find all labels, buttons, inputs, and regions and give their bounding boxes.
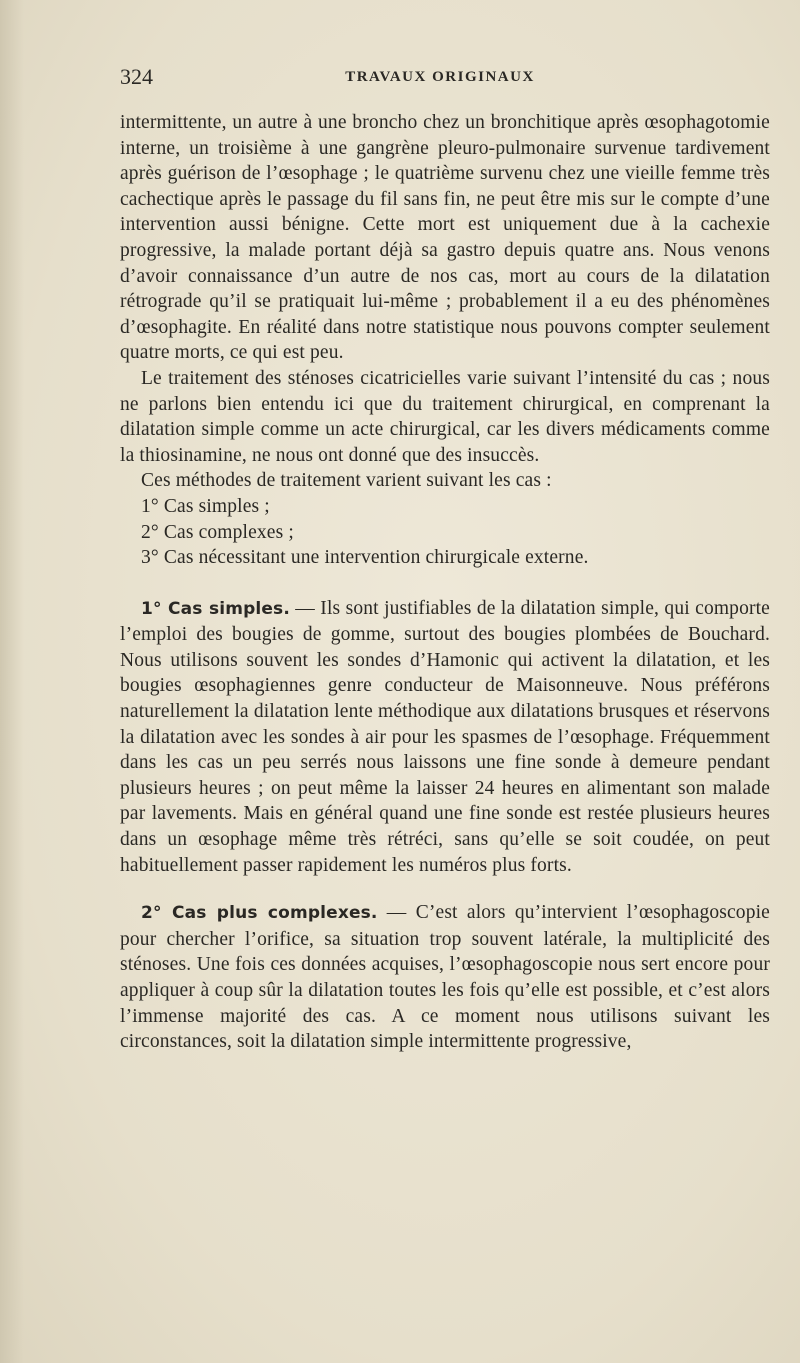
section-complex-cases (120, 900, 770, 1055)
page-gutter-shadow (0, 0, 24, 1363)
section-heading-simple: 1° Cas simples. (141, 598, 290, 619)
paragraph-treatment: Le traitement des sténoses cicatricielles varie suivant l’intensité du cas ; nous ne parlons bien entendu ici que du traitement chirurgical, en comprenant la dilatation simple comme un acte chirurgical, car les divers médicaments comme la thiosinamine, ne nous ont donné que des insuccès. (120, 367, 770, 466)
paragraph-methods-intro: Ces méthodes de traitement varient suivant les cas : (141, 470, 552, 492)
running-title: TRAVAUX ORIGINAUX (345, 69, 535, 85)
section-text-complex: — C’est alors qu’intervient l’œsophagoscopie pour chercher l’orifice, sa situation trop souvent latérale, la multiplicité des sténoses. Une fois ces données acquises, l’œsophagoscopie nous sert encore pour appliquer à coup sûr la dilatation toutes les fois qu’elle est possible, et c’est alors l’immense majorité des cas. A ce moment nous utilisons suivant les circonstances, soit la dilatation simple intermittente progressive, (120, 902, 770, 1053)
list-item-2: 2° Cas complexes ; (141, 521, 294, 543)
list-item-3: 3° Cas nécessitant une intervention chirurgicale externe. (141, 547, 589, 569)
section-simple-cases (120, 596, 770, 879)
page-header (120, 64, 760, 94)
case-list (120, 494, 770, 571)
section-heading-complex: 2° Cas plus complexes. (141, 903, 378, 924)
page-number: 324 (120, 64, 153, 89)
list-item-1: 1° Cas simples ; (141, 495, 270, 517)
paragraph-continuation: intermittente, un autre à une broncho chez un bronchitique après œsophagotomie interne, un troisième à une gangrène pleuro-pulmonaire survenue tardivement après guérison de l’œsophage ; le quatrième survenu chez une vieille femme très cachectique après le passage du fil sans fin, ne peut être mis sur le compte d’une intervention aussi bénigne. Cette mort est uniquement due à la cachexie progressive, la malade portant déjà sa gastro depuis quatre ans. Nous venons d’avoir connaissance d’un autre de nos cas, mort au cours de la dilatation rétrograde qu’il se pratiquait lui-même ; probablement il a eu des phénomènes d’œsophagite. En réalité dans notre statistique nous pouvons compter seulement quatre morts, ce qui est peu. (120, 112, 770, 364)
section-text-simple: — Ils sont justifiables de la dilatation simple, qui comporte l’emploi des bougies de gomme, surtout des bougies plombées de Bouchard. Nous utilisons souvent les sondes d’Hamonic qui activent la dilatation, et les bougies œsophagiennes genre conducteur de Maisonneuve. Nous préférons naturellement la dilatation lente méthodique aux dilatations brusques et réservons la dilatation avec les sondes à air pour les spasmes de l’œsophage. Fréquemment dans les cas un peu serrés nous laissons une fine sonde à demeure pendant plusieurs heures ; on peut même la laisser 24 heures en alimentant son malade par lavements. Mais en général quand une fine sonde est restée plusieurs heures dans un œsophage même très rétréci, sans qu’elle se soit coudée, on peut habituellement passer rapidement les numéros plus forts. (120, 597, 770, 876)
body-text (120, 110, 770, 1055)
